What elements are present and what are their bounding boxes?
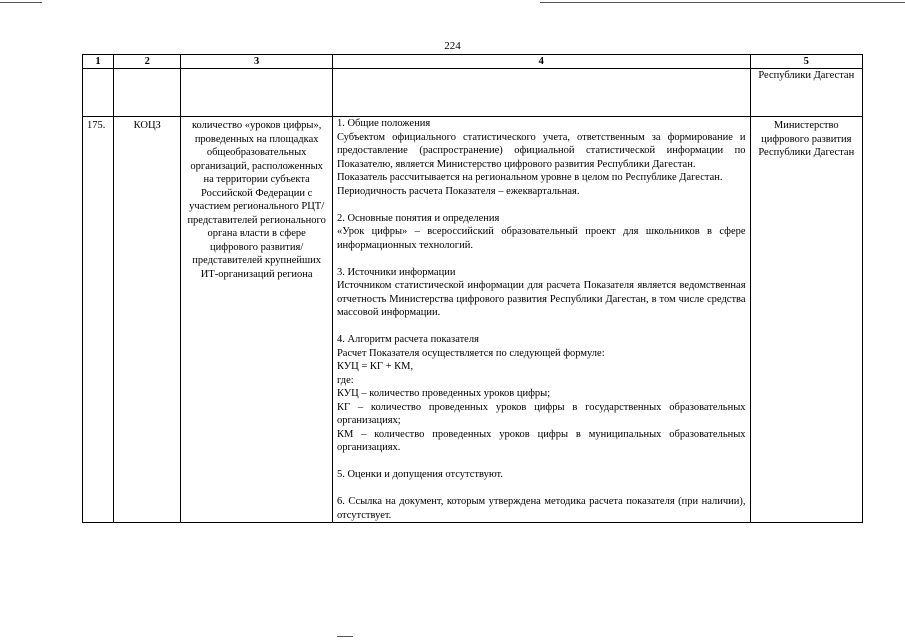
paragraph: КГ – количество проведенных уроков цифры в государственных образовательных организациях;	[336, 401, 746, 426]
scan-edge-line	[337, 636, 353, 637]
paragraph: КМ – количество проведенных уроков цифры в муниципальных образовательных организациях.	[336, 428, 746, 453]
section-estimates	[337, 468, 746, 482]
paragraph: Источником статистической информации для расчета Показателя является ведомственная отчетность Министерства цифрового развития Республики Дагестан, в том числе средства массовой информации.	[336, 280, 746, 318]
table-cell	[83, 69, 114, 117]
section-algorithm	[337, 333, 746, 455]
paragraph: Показатель рассчитывается на региональном уровне в целом по Республике Дагестан.	[336, 172, 723, 183]
formula: КУЦ = КГ + КМ,	[336, 361, 414, 372]
column-header: 2	[114, 55, 181, 69]
responsible-cell: Республики Дагестан	[750, 69, 862, 117]
paragraph: Расчет Показателя осуществляется по следующей формуле:	[336, 347, 605, 359]
table-cell	[181, 69, 333, 117]
table-row-continuation	[83, 69, 863, 117]
indicator-table	[82, 54, 863, 523]
section-title: 1. Общие положения	[336, 118, 431, 129]
section-title: 2. Основные понятия и определения	[336, 212, 500, 224]
section-title: 6. Ссылка на документ, которым утверждена методика расчета показателя (при наличии), отсутствует.	[336, 496, 746, 521]
row-number: 175.	[83, 117, 114, 523]
paragraph: Периодичность расчета Показателя – ежеквартальная.	[336, 185, 580, 197]
paragraph: КУЦ – количество проведенных уроков цифры;	[336, 388, 551, 399]
indicator-name: количество «уроков цифры», проведенных на площадках общеобразовательных организаций, расположенных на территории субъекта Российской Федерации с участием регионального РЦТ/ представителей регионального органа власти в сфере цифрового развития/ представителей крупнейших ИТ-организаций региона	[181, 117, 333, 523]
column-header: 3	[181, 55, 333, 69]
section-title: 4. Алгоритм расчета показателя	[336, 334, 479, 345]
section-general	[337, 117, 746, 198]
methodology-cell	[332, 117, 750, 523]
section-reference	[337, 495, 746, 522]
section-title: 5. Оценки и допущения отсутствуют.	[336, 469, 503, 480]
paragraph: Субъектом официального статистического учета, ответственным за формирование и предоставление (распространение) официальной статистической информации по Показателю, является Министерство цифрового развития Республики Дагестан.	[336, 131, 746, 170]
column-header: 1	[83, 55, 114, 69]
column-header: 4	[332, 55, 750, 69]
scan-edge-line	[0, 2, 42, 3]
paragraph: «Урок цифры» – всероссийский образовательный проект для школьников в сфере информационных технологий.	[336, 226, 746, 251]
table-row	[83, 117, 863, 523]
scan-edge-line	[540, 2, 905, 3]
section-definitions	[337, 212, 746, 253]
column-header: 5	[750, 55, 862, 69]
table-cell	[332, 69, 750, 117]
indicator-code: КОЦЗ	[114, 117, 181, 523]
paragraph: где:	[336, 374, 354, 386]
table-cell	[114, 69, 181, 117]
table-header-row	[83, 55, 863, 69]
section-title: 3. Источники информации	[336, 266, 456, 278]
section-sources	[337, 266, 746, 320]
page-number: 224	[444, 40, 461, 52]
responsible-cell: Министерство цифрового развития Республики Дагестан	[750, 117, 862, 523]
